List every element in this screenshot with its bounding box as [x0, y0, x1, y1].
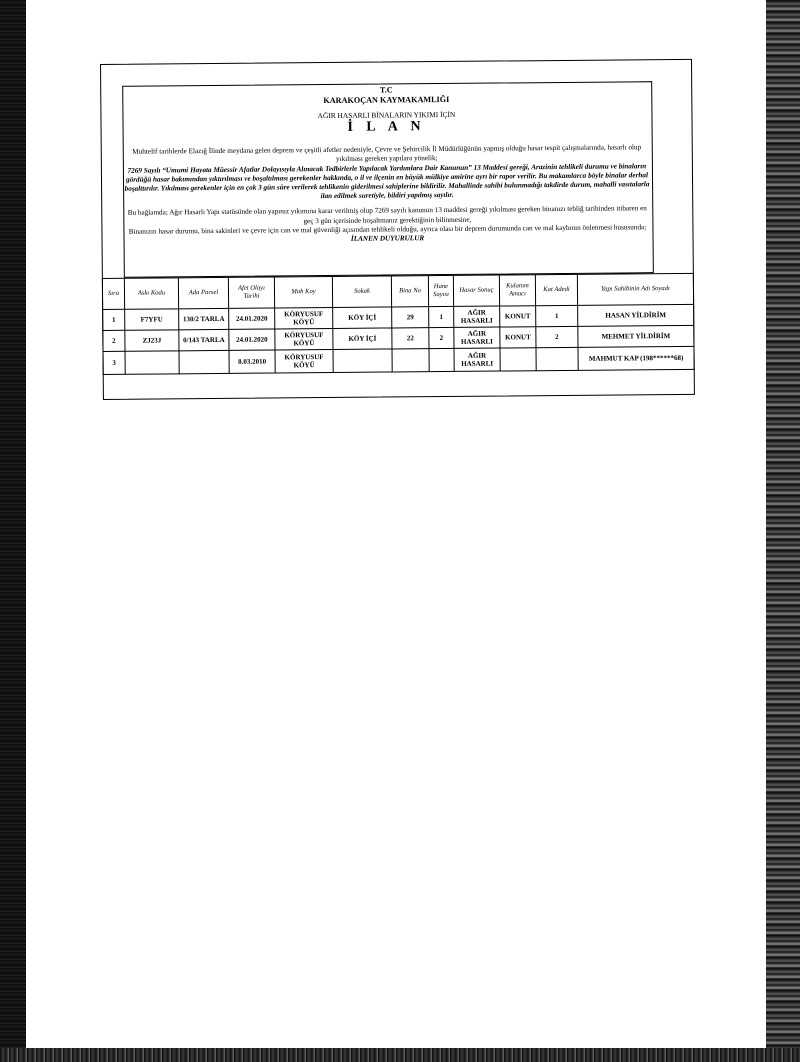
cell-mah-koy: KÖRYUSUF KÖYÜ — [275, 307, 333, 329]
cell-sokak — [333, 349, 392, 373]
cell-hasar-sonuc: AĞIR HASARLI — [454, 348, 500, 371]
scan-edge-left — [0, 0, 26, 1062]
notice-headline: İ L A N — [347, 119, 426, 136]
header-tc: T.C — [379, 85, 393, 95]
col-header-sokak: Sokak — [332, 276, 391, 308]
col-header-afet-tarihi: Afet Olayı Tarihi — [228, 277, 274, 308]
cell-afet-tarihi: 8.03.2010 — [229, 350, 275, 373]
notice-subtitle: AĞIR HASARLI BİNALARIN YIKIMI İÇİN — [317, 109, 456, 121]
scan-edge-bottom — [0, 1048, 800, 1062]
cell-kullanim-amaci: KONUT — [500, 306, 536, 327]
cell-hasar-sonuc: AĞIR HASARLI — [454, 306, 500, 327]
cell-kat-adedi: 1 — [536, 305, 578, 326]
cell-sira: 3 — [103, 351, 125, 374]
cell-sira: 2 — [103, 330, 125, 351]
cell-afet-tarihi: 24.01.2020 — [229, 308, 275, 329]
table-row — [103, 346, 694, 374]
cell-afet-tarihi: 24.01.2020 — [229, 329, 275, 350]
cell-kat-adedi: 2 — [536, 326, 578, 347]
col-header-hasar-sonuc: Hasar Sonuç — [453, 275, 499, 306]
col-header-bina-no: Bina No — [391, 276, 428, 307]
cell-sokak: KÖY İÇİ — [333, 307, 392, 329]
col-header-yapi-sahibi: Yapı Sahibinin Adı Soyadı — [577, 273, 693, 305]
paragraph-decision: Bu bağlamda; Ağır Hasarlı Yapı statüsünde olan yapınız yıkımına karar verilmiş olup 7269 sayılı kanunun 13 maddesi gereği yıkılması gereken binanızı tebliğ tarihinden itibaren en geç 3 gün içerisinde boşaltmanız gerektiğinin bilinmesine, — [127, 204, 647, 225]
paragraph-intro: Muhtelif tarihlerde Elazığ İlinde meydana gelen deprem ve çeşitli afetler nedeniyle, Çevre ve Şehircilik İl Müdürlüğünün yapmış olduğu hasar tespit çalışmalarında, hasarlı olup yıkılması gereken yapılara yönelik; — [132, 143, 642, 164]
col-header-kullanim-amaci: Kulanım Amacı — [499, 275, 535, 306]
header-office: KARAKOÇAN KAYMAKAMLIĞI — [323, 94, 450, 105]
cell-bina-no: 29 — [392, 307, 429, 328]
cell-aski-kodu — [125, 351, 179, 374]
cell-yapi-sahibi: MEHMET YİLDİRİM — [578, 325, 694, 347]
paragraph-safety: Binanızın hasar durumu, bina sakinleri ve çevre için can ve mal güvenliği açısından tehlikeli olduğu, ayrıca olası bir deprem durumunda can ve mal kaybının önlenmesi hususunda; — [128, 223, 647, 236]
cell-sira: 1 — [103, 309, 125, 330]
buildings-table — [102, 273, 695, 375]
col-header-aski-kodu: Askı Kodu — [124, 278, 178, 309]
col-header-ada-parsel: Ada Parsel — [178, 277, 228, 308]
cell-hane-sayisi: 1 — [429, 306, 454, 327]
cell-bina-no — [392, 349, 429, 372]
cell-aski-kodu: ZJ23J — [125, 330, 179, 351]
paragraph-law: 7269 Sayılı “Umumi Hayata Müessir Afatlar Dolayısıyla Alınacak Tedbirlerle Yapılacak Yardımlara Dair Kanunun” 13 Maddesi gereği, Arazinin tehlikeli durumu ve binaların gördüğü hasar bakımından yıktırılması ve boşaltılması gerekenler hakkında, o il ve ilçenin en büyük mülkiye amirine ayrı bir rapor verilir. Bu makamlarca böyle binalar derhal boşalttırılır. Yıkılması gerekenler için en çok 3 gün süre verilerek tehlikenin giderilmesi sahiplerine bildirilir. Mahallinde sahibi bulunmadığı takdirde durum, mahalli vasıtalarla ilan edilmek suretiyle, bildiri yapılmış sayılır. — [124, 161, 650, 201]
cell-ada-parsel: 130/2 TARLA — [179, 308, 229, 329]
col-header-sira: Sıra — [102, 278, 124, 309]
announcement-sheet — [100, 59, 695, 400]
col-header-hane-sayisi: Hane Sayısı — [428, 275, 453, 306]
notice-text — [122, 83, 651, 246]
scan-edge-right — [766, 0, 800, 1062]
cell-yapi-sahibi: MAHMUT KAP (198******68) — [578, 346, 694, 370]
cell-kat-adedi — [536, 347, 578, 370]
cell-sokak: KÖY İÇİ — [333, 328, 392, 350]
cell-kullanim-amaci — [500, 348, 536, 371]
cell-aski-kodu: F7YFU — [125, 309, 179, 330]
cell-kullanim-amaci: KONUT — [500, 327, 536, 348]
cell-bina-no: 22 — [392, 328, 429, 349]
cell-mah-koy: KÖRYUSUF KÖYÜ — [275, 349, 333, 373]
notice-closing: İLANEN DUYURULUR — [350, 234, 425, 243]
cell-ada-parsel — [179, 350, 229, 373]
cell-hasar-sonuc: AĞIR HASARLI — [454, 327, 500, 348]
cell-yapi-sahibi: HASAN YİLDİRİM — [578, 304, 694, 326]
cell-hane-sayisi: 2 — [429, 327, 454, 348]
col-header-mah-koy: Mah Koy — [274, 276, 332, 308]
cell-mah-koy: KÖRYUSUF KÖYÜ — [275, 328, 333, 350]
cell-hane-sayisi — [429, 348, 454, 371]
col-header-kat-adedi: Kat Adedi — [535, 274, 577, 305]
table-header-row — [102, 273, 693, 309]
cell-ada-parsel: 0/143 TARLA — [179, 329, 229, 350]
